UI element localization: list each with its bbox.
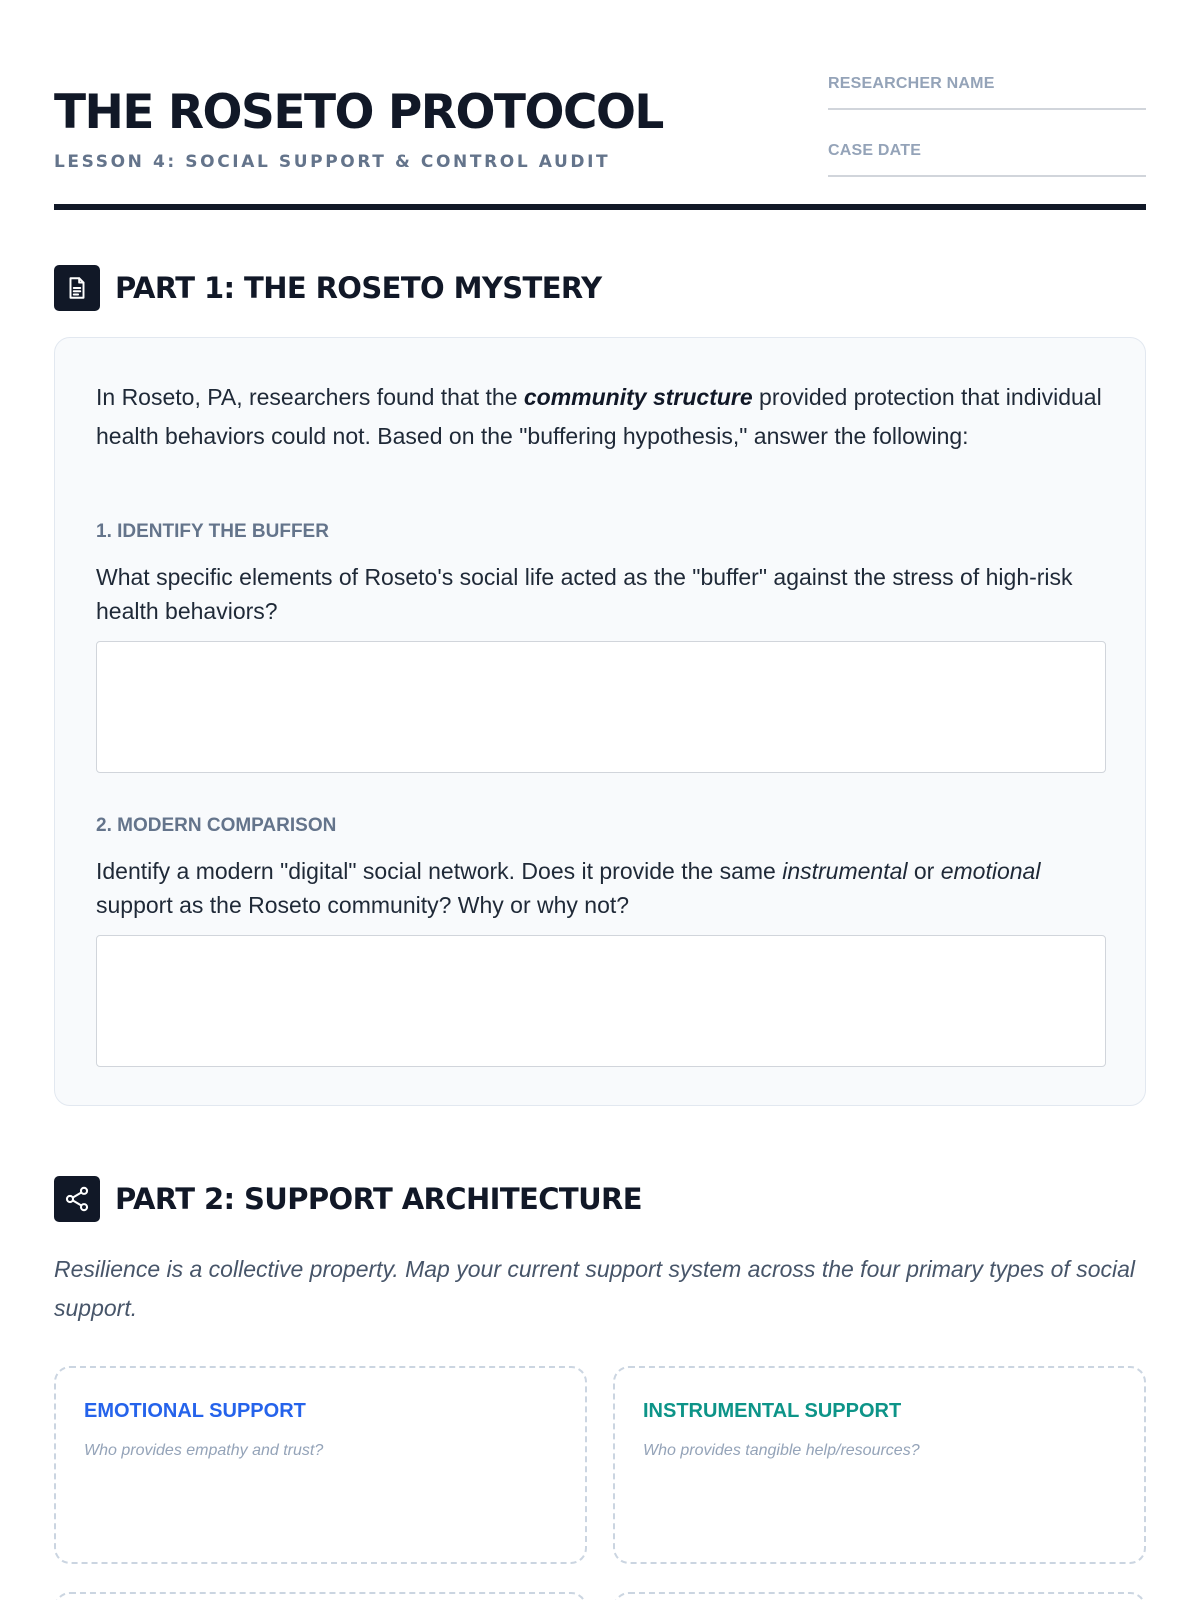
emotional-support-box[interactable] xyxy=(54,1366,587,1564)
emotional-support-hint: Who provides empathy and trust? xyxy=(84,1442,324,1459)
researcher-name-label: RESEARCHER NAME xyxy=(828,75,995,92)
community-structure-emphasis: community structure xyxy=(523,384,753,410)
question1-text: What specific elements of Roseto's social life acted as the "buffer" against the stress of high-risk health behaviors? xyxy=(96,564,1073,624)
question1-label: 1. IDENTIFY THE BUFFER xyxy=(96,521,329,542)
worksheet-header xyxy=(54,0,1146,212)
support-box-row2-right[interactable] xyxy=(613,1592,1146,1600)
page-title: THE ROSETO PROTOCOL xyxy=(54,85,663,140)
page-subtitle: LESSON 4: SOCIAL SUPPORT & CONTROL AUDIT xyxy=(54,152,611,172)
header-divider xyxy=(54,204,1146,210)
researcher-name-field[interactable] xyxy=(828,70,1146,110)
document-icon xyxy=(54,265,100,311)
instrumental-support-title: INSTRUMENTAL SUPPORT xyxy=(643,1400,902,1422)
question2-text: Identify a modern "digital" social network. Does it provide the same instrumental or emotional support as the Roseto community? Why or why not? xyxy=(96,858,1041,918)
emotional-support-title: EMOTIONAL SUPPORT xyxy=(84,1400,306,1422)
share-network-icon xyxy=(54,1176,100,1222)
part1-intro: In Roseto, PA, researchers found that the community structure provided protection that individual health behaviors could not. Based on the "buffering hypothesis," answer the following: xyxy=(96,384,1102,449)
question1-answer-box[interactable] xyxy=(96,641,1106,773)
question2-label: 2. MODERN COMPARISON xyxy=(96,815,337,836)
part1-title: PART 1: THE ROSETO MYSTERY xyxy=(115,271,602,305)
case-date-label: CASE DATE xyxy=(828,142,922,159)
part2-title: PART 2: SUPPORT ARCHITECTURE xyxy=(115,1182,642,1216)
worksheet-page xyxy=(54,0,1146,1600)
part2-heading xyxy=(54,1176,1146,1224)
part1-heading xyxy=(54,265,1146,313)
question2-answer-box[interactable] xyxy=(96,935,1106,1067)
instrumental-support-box[interactable] xyxy=(613,1366,1146,1564)
part1-card xyxy=(54,337,1146,1106)
part2-lead: Resilience is a collective property. Map your current support system across the four primary types of social support. xyxy=(54,1256,1135,1321)
case-date-field[interactable] xyxy=(828,137,1146,177)
support-box-row2-left[interactable] xyxy=(54,1592,587,1600)
instrumental-support-hint: Who provides tangible help/resources? xyxy=(643,1442,920,1459)
